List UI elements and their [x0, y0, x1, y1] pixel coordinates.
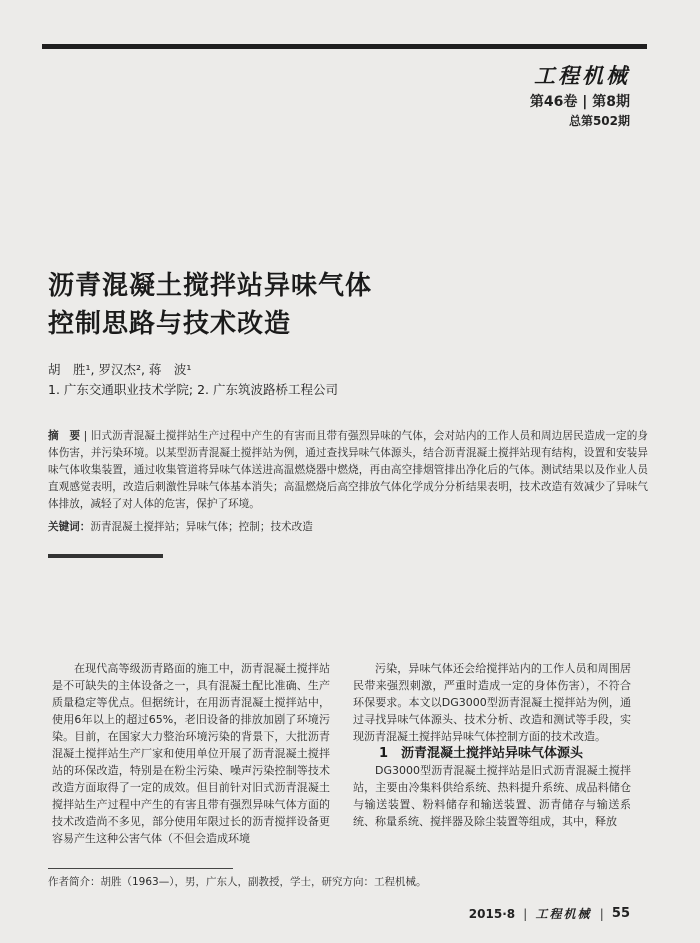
body-paragraph: 污染，异味气体还会给搅拌站内的工作人员和周围居民带来强烈刺激，严重时造成一定的身体伤害），不符合环保要求。本文以DG3000型沥青混凝土搅拌站为例，通过寻找异味气体源头、技术分析、改造和测试等手段，实现沥青混凝土搅拌站异味气体控制方面的技术改造。: [353, 662, 631, 743]
top-rule: [42, 44, 647, 49]
body-column-left: [52, 660, 330, 847]
title-line-2: 控制思路与技术改造: [48, 309, 292, 339]
footer-separator: |: [523, 906, 528, 921]
keywords-divider: [48, 554, 163, 558]
issue-number: 第46卷 | 第8期: [529, 94, 630, 110]
section-heading: 1 沥青混凝土搅拌站异味气体源头: [379, 746, 584, 761]
keywords-text: 沥青混凝土搅拌站；异味气体；控制；技术改造: [90, 521, 313, 533]
body-paragraph: 在现代高等级沥青路面的施工中，沥青混凝土搅拌站是不可缺失的主体设备之一，具有混凝土配比准确、生产质量稳定等优点。但据统计，在用沥青混凝土搅拌站中，使用6年以上的超过65%，老旧设备的排放加剧了环境污染。目前，在国家大力整治环境污染的背景下，大批沥青混凝土搅拌站生产厂家和使用单位开展了沥青混凝土搅拌站的环保改造，特别是在粉尘污染、噪声污染控制等技术改造方面取得了一定的成效。但目前针对旧式沥青混凝土搅拌站生产过程中产生的有害且带有强烈异味气体方面的技术改造尚不多见，部分使用年限过长的沥青搅拌设备更容易产生这种公害气体（不但会造成环境: [52, 662, 330, 845]
footer-journal: 工程机械: [535, 907, 592, 921]
body-column-right: [353, 660, 631, 830]
authors: 胡 胜¹, 罗汉杰², 蒋 波¹: [48, 362, 192, 377]
keywords-label: 关键词：: [48, 521, 91, 533]
footer-separator: |: [599, 906, 604, 921]
abstract: [48, 428, 648, 513]
title-line-1: 沥青混凝土搅拌站异味气体: [48, 271, 373, 301]
page-footer: [469, 905, 630, 922]
keywords: [48, 519, 313, 534]
author-footnote: 作者简介：胡胜（1963—），男，广东人，副教授，学士，研究方向：工程机械。: [48, 876, 427, 888]
journal-logo: 工程机械: [534, 63, 630, 88]
article-title: [48, 267, 372, 343]
body-paragraph: DG3000型沥青混凝土搅拌站是旧式沥青混凝土搅拌站，主要由冷集料供给系统、热料提升系统、成品料储仓与输送装置、粉料储存和输送装置、沥青储存与输送系统、称量系统、搅拌器及除尘装置等组成，其中，释放: [353, 764, 631, 828]
total-issue-number: 总第502期: [568, 114, 630, 128]
abstract-separator: |: [83, 430, 91, 442]
footer-date: 2015·8: [468, 906, 516, 921]
page-number: 55: [611, 906, 630, 921]
footnote-divider: [48, 868, 233, 869]
abstract-text: 旧式沥青混凝土搅拌站生产过程中产生的有害而且带有强烈异味的气体，会对站内的工作人员和周边居民造成一定的身体伤害，并污染环境。以某型沥青混凝土搅拌站为例，通过查找异味气体源头，结合沥青混凝土搅拌站现有结构，设置和安装异味气体收集装置，通过收集管道将异味气体送进高温燃烧器中燃烧，再由高空排烟管排出净化后的气体。测试结果以及作业人员直观感觉表明，改造后刺激性异味气体基本消失；高温燃烧后高空排放气体化学成分分析结果表明，技术改造有效减少了异味气体排放，减轻了对人体的危害，保护了环境。: [48, 430, 649, 510]
masthead: [530, 60, 630, 129]
affiliations: 1. 广东交通职业技术学院; 2. 广东筑波路桥工程公司: [48, 382, 338, 397]
abstract-label: 摘 要: [48, 430, 81, 442]
